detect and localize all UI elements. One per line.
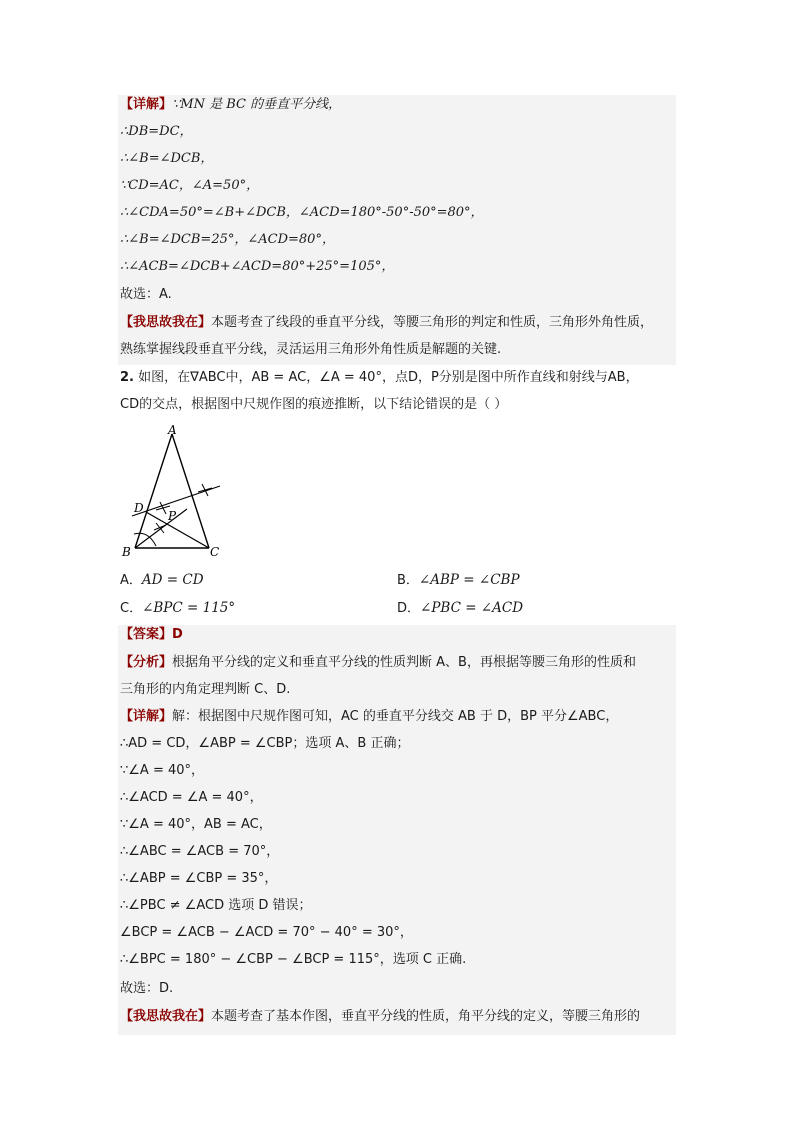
option-d: D．∠PBC = ∠ACD: [397, 600, 524, 616]
label-p: P: [168, 509, 177, 523]
option-c: C．∠BPC = 115°: [120, 600, 236, 616]
step-4: ∵∠A = 40°，AB = AC，: [120, 817, 272, 832]
side-ac: [172, 434, 209, 548]
side-ab: [135, 434, 172, 548]
step-9: ∴∠BPC = 180° − ∠CBP − ∠BCP = 115°，选项 C 正确.: [120, 952, 467, 967]
summary2-line: 【我思故我在】本题考查了基本作图，垂直平分线的性质，角平分线的定义，等腰三角形的: [120, 1009, 641, 1024]
triangle-figure: [112, 424, 242, 564]
detail-line-5: ∴∠CDA=50°=∠B+∠DCB，∠ACD=180°-50°-50°=80°，: [120, 205, 484, 220]
label-a: A: [168, 424, 177, 437]
option-a: A．AD = CD: [120, 572, 204, 588]
summary-line-2: 熟练掌握线段垂直平分线，灵活运用三角形外角性质是解题的关键.: [120, 342, 502, 357]
step-6: ∴∠ABP = ∠CBP = 35°，: [120, 871, 278, 886]
option-b: B．∠ABP = ∠CBP: [397, 572, 520, 588]
label-b: B: [122, 545, 131, 559]
detail2-line: 【详解】解：根据图中尺规作图可知，AC 的垂直平分线交 AB 于 D，BP 平分∠ABC，: [120, 709, 619, 724]
step-2: ∵∠A = 40°，: [120, 763, 205, 778]
step-5: ∴∠ABC = ∠ACB = 70°，: [120, 844, 280, 859]
step-8: ∠BCP = ∠ACB − ∠ACD = 70° − 40° = 30°，: [120, 925, 413, 940]
question-line-2: CD的交点，根据图中尺规作图的痕迹推断，以下结论错误的是（ ）: [120, 397, 508, 412]
question-line-1: 2. 如图，在∇ABC中，AB = AC，∠A = 40°，点D，P分别是图中所作直线和射线与AB，: [120, 370, 639, 385]
detail-line-6: ∴∠B=∠DCB=25°，∠ACD=80°，: [120, 232, 335, 247]
detail-line-2: ∴DB=DC，: [120, 124, 193, 139]
detail-line-4: ∵CD=AC，∠A=50°，: [120, 178, 260, 193]
arc-mark-3: [154, 523, 166, 533]
analysis-line-2: 三角形的内角定理判断 C、D.: [120, 682, 291, 697]
detail-line-3: ∴∠B=∠DCB，: [120, 151, 214, 166]
step-7: ∴∠PBC ≠ ∠ACD 选项 D 错误；: [120, 898, 312, 913]
step-10: 故选：D.: [120, 981, 174, 996]
detail-line-7: ∴∠ACB=∠DCB+∠ACD=80°+25°=105°，: [120, 259, 395, 274]
label-d: D: [134, 501, 144, 515]
summary-line-1: 【我思故我在】本题考查了线段的垂直平分线，等腰三角形的判定和性质，三角形外角性质，: [120, 315, 654, 330]
analysis-line-1: 【分析】根据角平分线的定义和垂直平分线的性质判断 A、B，再根据等腰三角形的性质和: [120, 655, 636, 670]
step-3: ∴∠ACD = ∠A = 40°，: [120, 790, 263, 805]
choose-line: 故选：A.: [120, 287, 172, 302]
label-c: C: [210, 545, 220, 559]
detail-line-1: 【详解】∵MN 是 BC 的垂直平分线，: [120, 97, 342, 112]
answer-line: 【答案】D: [120, 627, 183, 642]
question-number: 2.: [120, 370, 134, 385]
step-1: ∴AD = CD，∠ABP = ∠CBP；选项 A、B 正确；: [120, 736, 410, 751]
